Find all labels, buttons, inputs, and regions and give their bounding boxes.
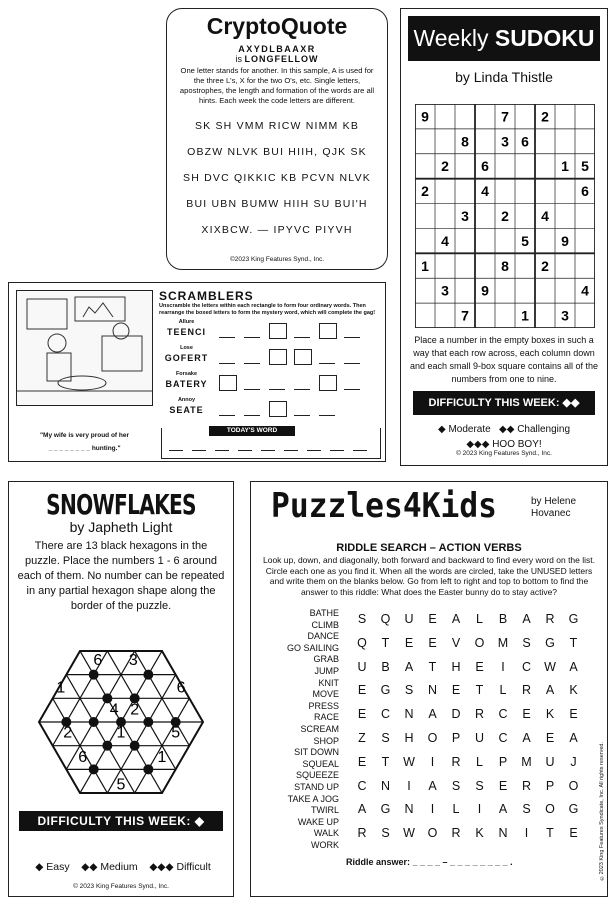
grid-letter[interactable]: S	[381, 731, 390, 745]
black-hexagon	[130, 741, 140, 751]
grid-letter[interactable]: C	[357, 778, 367, 793]
sudoku-grid	[415, 104, 595, 328]
riddle-answer[interactable]: Riddle answer: _ _ _ _ – _ _ _ _ _ _ _ _ .	[346, 857, 513, 867]
sudoku-given: 3	[501, 133, 509, 150]
grid-letter[interactable]: K	[475, 826, 484, 841]
grid-letter[interactable]: C	[521, 659, 532, 674]
scramblers-title: SCRAMBLERS	[159, 289, 254, 303]
grid-letter[interactable]: E	[357, 707, 367, 722]
grid-letter[interactable]: S	[404, 683, 414, 698]
word-list-item: WAKE UP	[297, 816, 339, 827]
sudoku-given: 6	[581, 183, 589, 200]
black-hexagon	[89, 764, 99, 774]
quote-line: XIXBCW. — IPYVC PIYVH	[201, 224, 353, 236]
snowflake-clue: 6	[93, 652, 103, 670]
mystery-letter-slot[interactable]	[284, 450, 298, 451]
grid-letter[interactable]: E	[569, 707, 578, 722]
letter-slot[interactable]	[319, 375, 337, 391]
sudoku-given: 2	[541, 257, 549, 274]
snowflakes-level-medium: ◆◆ Medium	[81, 861, 138, 873]
grid-letter[interactable]: T	[381, 754, 390, 769]
sudoku-given: 9	[481, 282, 489, 299]
grid-letter[interactable]: I	[430, 802, 435, 817]
grid-letter[interactable]: E	[428, 635, 437, 650]
grid-letter[interactable]: Q	[380, 612, 391, 626]
snowflakes-level-difficult: ◆◆◆ Difficult	[149, 861, 211, 873]
sudoku-given: 3	[561, 307, 569, 324]
letter-slot[interactable]	[344, 377, 360, 390]
snowflakes-description: There are 13 black hexagons in the puzzle. Place the numbers 1 - 6 around each of them. No number can be repeated in any partial hexagon shape along the border of the puzzle.	[17, 540, 225, 612]
quote-line: SK SH VMM RICW NIMM KB	[194, 120, 360, 132]
puzzles4kids-copyright: ©2023 King Features Syndicate, Inc. All rights reserved.	[599, 742, 605, 881]
letter-slot[interactable]	[219, 403, 235, 416]
grid-letter[interactable]: H	[404, 731, 414, 745]
letter-slot[interactable]	[319, 351, 335, 364]
grid-letter[interactable]: E	[475, 659, 484, 674]
grid-letter[interactable]: R	[521, 778, 532, 793]
grid-letter[interactable]: E	[522, 707, 531, 722]
puzzles4kids-instructions: Look up, down, and diagonally, both forward and backward to find every word on the list. Circle each one as you find it. When all the words are circled, take the UNUSED letters and write them on the blanks below. Go from left to right and top to bottom to find the answer to this riddle: What does the Easter bunny do to stay active?	[262, 555, 595, 597]
grid-letter[interactable]: E	[545, 731, 555, 745]
word-list-item: STAND UP	[294, 781, 339, 792]
grid-letter[interactable]: N	[404, 707, 414, 722]
grid-letter[interactable]: A	[522, 731, 531, 745]
grid-letter[interactable]: Z	[358, 731, 366, 745]
grid-letter[interactable]: R	[451, 826, 461, 841]
grid-letter[interactable]: A	[522, 612, 531, 626]
grid-letter[interactable]: A	[569, 659, 578, 674]
grid-letter[interactable]: S	[522, 635, 531, 650]
letter-slot[interactable]	[294, 403, 310, 416]
grid-letter[interactable]: E	[357, 683, 367, 698]
sudoku-given: 4	[581, 282, 589, 299]
cryptoquote-explanation: One letter stands for another. In this sample, A is used for the three L's, X for the two O's, etc. Single letters, apostrophes, the length and formation of the words are all hints. Each week the code letters are different.	[179, 66, 375, 105]
snowflake-clue: 5	[171, 724, 181, 742]
scrambler-clue: Lose	[180, 345, 193, 351]
grid-letter[interactable]: C	[498, 707, 508, 722]
grid-letter[interactable]: I	[430, 754, 435, 769]
grid-letter[interactable]: L	[476, 754, 483, 769]
grid-letter[interactable]: T	[569, 635, 578, 650]
sudoku-level-challenging: ◆◆ Challenging	[499, 424, 571, 435]
sudoku-given: 2	[501, 208, 509, 224]
mystery-letter-slot[interactable]	[353, 450, 367, 451]
grid-letter[interactable]: P	[498, 754, 508, 769]
sudoku-given: 7	[501, 108, 509, 125]
grid-letter[interactable]: O	[545, 802, 555, 817]
grid-letter[interactable]: O	[568, 778, 579, 793]
mystery-letter-slot[interactable]	[215, 450, 229, 451]
word-list-item: WORK	[311, 839, 339, 850]
letter-slot[interactable]	[219, 375, 237, 391]
snowflakes-byline: by Japheth Light	[69, 519, 173, 535]
letter-slot[interactable]	[319, 403, 335, 416]
grid-letter[interactable]: S	[475, 778, 484, 793]
letter-slot[interactable]	[294, 349, 312, 365]
word-list	[269, 608, 339, 851]
grid-letter[interactable]: G	[380, 802, 391, 817]
grid-letter[interactable]: G	[380, 683, 391, 698]
snowflakes-copyright: © 2023 King Features Synd., Inc.	[73, 883, 169, 890]
quote-line: BUI UBN BUMW HIIH SU BUI'H	[186, 198, 368, 210]
mystery-letter-slot[interactable]	[192, 450, 206, 451]
letter-slot[interactable]	[269, 401, 287, 417]
grid-letter[interactable]: B	[381, 659, 390, 674]
grid-letter[interactable]: L	[499, 683, 507, 698]
grid-letter[interactable]: I	[477, 802, 482, 817]
grid-letter[interactable]: S	[451, 778, 461, 793]
grid-letter[interactable]: G	[545, 635, 555, 650]
grid-letter[interactable]: E	[357, 754, 367, 769]
puzzles4kids-subtitle: RIDDLE SEARCH – ACTION VERBS	[336, 542, 522, 554]
snowflake-clue: 1	[116, 724, 126, 742]
scrambler-word: TEENCI	[166, 327, 206, 337]
letter-slot[interactable]	[219, 351, 235, 364]
grid-letter[interactable]: A	[498, 802, 508, 817]
letter-slot[interactable]	[344, 325, 360, 338]
letter-slot[interactable]	[269, 323, 287, 339]
sudoku-title-bold: SUDOKU	[494, 25, 595, 51]
word-list-item: RACE	[313, 712, 339, 723]
grid-letter[interactable]: A	[451, 612, 461, 626]
grid-letter[interactable]: L	[476, 612, 483, 626]
cryptoquote-copyright: ©2023 King Features Synd., Inc.	[229, 256, 325, 263]
sudoku-byline: by Linda Thistle	[455, 69, 553, 85]
grid-letter[interactable]: G	[568, 802, 579, 817]
grid-letter[interactable]: N	[404, 802, 414, 817]
grid-letter[interactable]: E	[569, 826, 578, 841]
grid-letter[interactable]: T	[381, 635, 390, 650]
grid-letter[interactable]: W	[544, 659, 556, 674]
letter-slot[interactable]	[244, 325, 260, 338]
grid-letter[interactable]: O	[427, 731, 438, 745]
sudoku-given: 1	[521, 307, 529, 324]
grid-letter[interactable]: I	[501, 659, 505, 674]
cryptoquote-sample-code: AXYDLBAAXR	[238, 44, 316, 54]
word-list-item: TWIRL	[311, 805, 339, 816]
sudoku-given: 5	[521, 232, 529, 249]
grid-letter[interactable]: M	[497, 635, 509, 650]
grid-letter[interactable]: V	[451, 635, 461, 650]
grid-letter[interactable]: D	[451, 707, 461, 722]
snowflake-clue: 1	[157, 749, 167, 767]
snowflake-clue: 1	[56, 679, 66, 697]
word-list-item: KNIT	[318, 677, 339, 688]
black-hexagon	[143, 670, 153, 680]
grid-letter[interactable]: S	[357, 612, 367, 626]
letter-slot[interactable]	[219, 325, 235, 338]
cartoon-drawing	[17, 291, 152, 405]
grid-letter[interactable]: E	[404, 635, 414, 650]
sudoku-given: 2	[441, 158, 449, 175]
scrambler-clue: Forsake	[175, 371, 198, 377]
grid-letter[interactable]: N	[427, 683, 438, 698]
black-hexagon	[143, 717, 153, 727]
puzzles4kids-byline: by Helene Hovanec	[531, 496, 577, 519]
word-list-item: SHOP	[313, 735, 339, 746]
grid-letter[interactable]: T	[546, 826, 554, 841]
caption-line-1: "My wife is very proud of her	[39, 432, 130, 439]
sudoku-given: 3	[461, 208, 469, 224]
quote-line: OBZW NLVK BUI HIIH, QJK SK	[187, 146, 367, 158]
grid-letter[interactable]: B	[498, 612, 508, 626]
sudoku-given: 2	[541, 108, 549, 125]
grid-letter[interactable]: N	[498, 826, 508, 841]
grid-letter[interactable]: P	[545, 778, 555, 793]
cryptoquote-panel	[166, 8, 388, 270]
grid-letter[interactable]: J	[570, 754, 577, 769]
grid-letter[interactable]: T	[428, 659, 437, 674]
grid-letter[interactable]: E	[498, 778, 508, 793]
snowflake-clue: 6	[176, 679, 186, 697]
sudoku-instructions: Place a number in the empty boxes in such a way that each row across, each column down and each small 9-box square contains all of the numbers from one to nine.	[409, 335, 599, 384]
grid-letter[interactable]: K	[569, 683, 578, 698]
grid-letter[interactable]: A	[428, 707, 437, 722]
snowflake-clue: 2	[130, 701, 140, 719]
grid-letter[interactable]: O	[474, 635, 485, 650]
puzzles4kids-title: Puzzles4Kids	[271, 486, 497, 526]
scrambler-word: GOFERT	[164, 353, 209, 363]
snowflakes-level-easy: ◆ Easy	[35, 861, 70, 873]
scramblers-cartoon	[16, 290, 153, 406]
sudoku-given: 3	[441, 282, 449, 299]
grid-letter[interactable]: C	[498, 731, 508, 745]
grid-letter[interactable]: A	[428, 778, 437, 793]
snowflakes-panel	[8, 481, 234, 897]
mystery-letter-slot[interactable]	[238, 450, 252, 451]
grid-letter[interactable]: U	[474, 731, 485, 745]
snowflakes-levels	[17, 861, 229, 873]
sudoku-given: 8	[461, 133, 469, 150]
word-list-item: PRESS	[308, 700, 339, 711]
word-list-item: SIT DOWN	[294, 747, 339, 758]
grid-letter[interactable]: M	[521, 754, 532, 769]
word-list-item: TAKE A JOG	[287, 793, 339, 804]
grid-letter[interactable]: E	[451, 683, 461, 698]
sudoku-level-hoo-boy: ◆◆◆ HOO BOY!	[466, 439, 542, 450]
grid-letter[interactable]: S	[522, 802, 531, 817]
snowflake-clue: 5	[116, 776, 126, 794]
word-list-item: SCREAM	[300, 723, 339, 734]
mystery-letter-slot[interactable]	[330, 450, 344, 451]
snowflake-board	[21, 632, 221, 812]
quote-line: SH DVC QIKKIC KB PCVN NLVK	[183, 172, 371, 184]
grid-letter[interactable]: P	[451, 731, 461, 745]
sudoku-grid-lines	[415, 104, 595, 328]
black-hexagon	[102, 741, 112, 751]
todays-word-label: TODAY'S WORD	[209, 426, 295, 436]
word-list-item: DANCE	[307, 631, 339, 642]
cryptoquote-quote	[167, 120, 387, 236]
grid-letter[interactable]: L	[452, 802, 460, 817]
grid-letter[interactable]: N	[380, 778, 391, 793]
sudoku-given: 7	[461, 307, 469, 324]
sudoku-given: 5	[581, 158, 589, 175]
letter-slot[interactable]	[294, 325, 310, 338]
snowflakes-difficulty-bar: DIFFICULTY THIS WEEK: ◆	[19, 811, 223, 831]
black-hexagon	[89, 670, 99, 680]
letter-slot[interactable]	[269, 377, 285, 390]
mystery-letter-slot[interactable]	[261, 450, 275, 451]
grid-letter[interactable]: A	[357, 802, 367, 817]
word-list-item: SQUEAL	[302, 758, 339, 769]
letter-slot[interactable]	[244, 403, 260, 416]
sudoku-given: 4	[541, 208, 549, 224]
grid-letter[interactable]: R	[451, 754, 461, 769]
grid-letter[interactable]: G	[568, 612, 579, 626]
word-list-item: BATHE	[309, 608, 339, 618]
sudoku-difficulty-bar: DIFFICULTY THIS WEEK: ◆◆	[413, 391, 595, 415]
grid-letter[interactable]: U	[357, 659, 367, 674]
mystery-letter-slot[interactable]	[169, 450, 183, 451]
scramblers-subtitle: Unscramble the letters within each rectangle to form four ordinary words. Then rearrange the boxed letters to form the mystery word, which will complete the gag!	[159, 303, 376, 316]
sudoku-given: 2	[421, 183, 429, 200]
grid-letter[interactable]: Q	[357, 635, 367, 650]
black-hexagon	[89, 717, 99, 727]
sudoku-given: 6	[481, 158, 489, 175]
cryptoquote-sample-line	[167, 54, 387, 64]
snowflake-clue: 2	[63, 724, 73, 742]
mystery-letter-slot[interactable]	[307, 450, 321, 451]
word-list-item: GRAB	[313, 654, 339, 665]
black-hexagon	[143, 764, 153, 774]
word-list-item: GO SAILING	[286, 642, 339, 653]
scrambler-clue: Annoy	[177, 397, 196, 403]
sudoku-title-light: Weekly	[413, 25, 489, 51]
sudoku-given: 9	[561, 232, 569, 249]
cryptoquote-title: CryptoQuote	[206, 13, 348, 39]
grid-letter[interactable]: K	[545, 707, 555, 722]
grid-letter[interactable]: T	[475, 683, 484, 698]
scrambler-word: SEATE	[169, 405, 204, 415]
word-list-item: CLIMB	[311, 619, 339, 630]
letter-slot[interactable]	[294, 377, 310, 390]
word-list-item: WALK	[313, 828, 339, 839]
sudoku-levels	[401, 422, 607, 452]
snowflakes-title: SNOWFLAKES	[46, 488, 196, 521]
grid-letter[interactable]: C	[380, 707, 391, 722]
cryptoquote-sample-is: is	[235, 54, 242, 64]
grid-letter[interactable]: I	[407, 778, 411, 793]
letter-slot[interactable]	[269, 349, 287, 365]
letter-slot[interactable]	[344, 351, 360, 364]
word-list-item: MOVE	[312, 689, 339, 700]
sudoku-given: 4	[441, 232, 449, 249]
grid-letter[interactable]: R	[545, 612, 555, 626]
grid-letter[interactable]: S	[381, 826, 390, 841]
grid-letter[interactable]: U	[404, 612, 414, 626]
grid-letter[interactable]: W	[403, 826, 415, 841]
letter-slot[interactable]	[244, 351, 260, 364]
caption-line-2: _ _ _ _ _ _ _ _ hunting."	[48, 445, 121, 452]
letter-slot[interactable]	[244, 377, 260, 390]
grid-letter[interactable]: I	[524, 826, 529, 841]
cryptoquote-sample-word: LONGFELLOW	[244, 54, 319, 64]
sudoku-header	[408, 16, 600, 61]
sudoku-given: 9	[421, 108, 429, 125]
word-list-item: SQUEEZE	[295, 770, 339, 781]
grid-letter[interactable]: R	[521, 683, 532, 698]
puzzles4kids-panel	[250, 481, 608, 897]
scrambler-clue: Allure	[178, 319, 195, 325]
snowflake-clue: 4	[109, 701, 119, 719]
grid-letter[interactable]: A	[545, 683, 555, 698]
letter-slot[interactable]	[319, 323, 337, 339]
sudoku-level-moderate: ◆ Moderate	[437, 424, 491, 435]
sudoku-copyright: © 2023 King Features Synd., Inc.	[456, 450, 552, 457]
scramblers-caption	[17, 429, 152, 455]
snowflake-clue: 3	[128, 652, 138, 670]
scrambler-word: BATERY	[165, 379, 208, 389]
snowflake-clue: 6	[78, 749, 88, 767]
grid-letter[interactable]: A	[569, 731, 578, 745]
grid-letter[interactable]: R	[474, 707, 485, 722]
grid-letter[interactable]: R	[357, 826, 367, 841]
grid-letter[interactable]: E	[428, 612, 437, 626]
grid-letter[interactable]: H	[451, 659, 461, 674]
word-list-item: JUMP	[314, 665, 339, 676]
sudoku-panel	[400, 8, 608, 466]
grid-letter[interactable]: W	[403, 754, 415, 769]
sudoku-given: 1	[561, 158, 569, 175]
grid-letter[interactable]: U	[545, 754, 555, 769]
sudoku-given: 8	[501, 257, 509, 274]
sudoku-given: 1	[421, 257, 429, 274]
sudoku-given: 6	[521, 133, 529, 150]
sudoku-given: 4	[481, 183, 489, 200]
scramblers-panel	[8, 282, 386, 462]
grid-letter[interactable]: A	[404, 659, 414, 674]
grid-letter[interactable]: O	[427, 826, 438, 841]
